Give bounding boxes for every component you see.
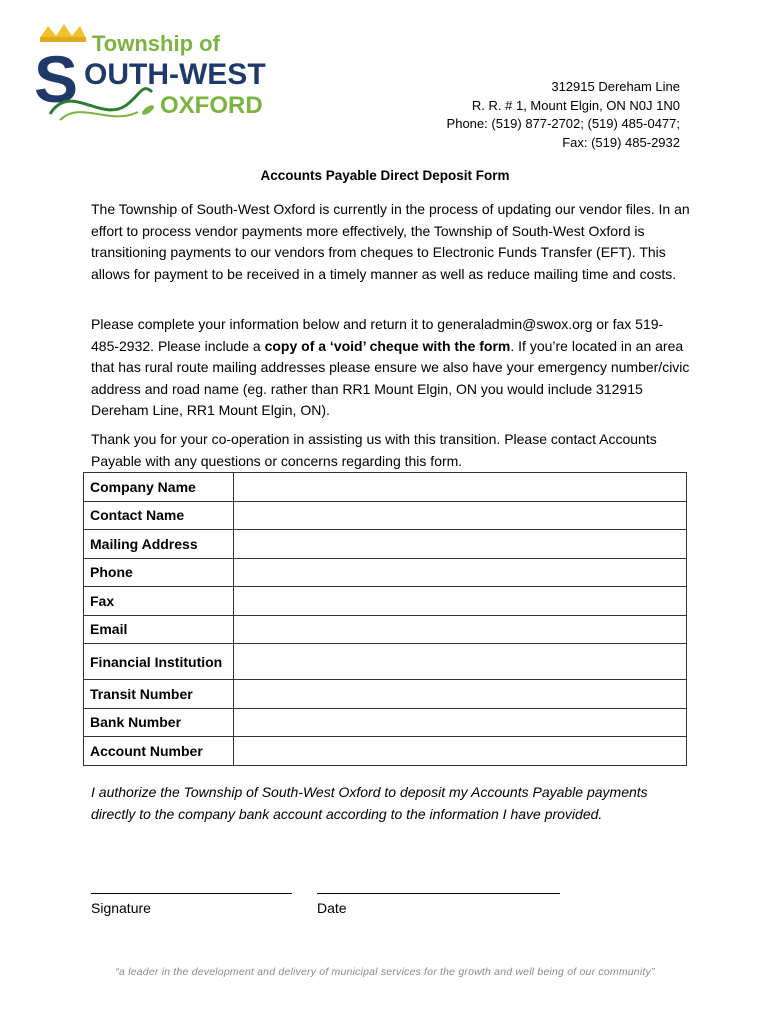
logo-initial: S [34, 42, 79, 116]
instructions-text: . If you’re located in an area that has rural route mailing addresses please ensure we also have your emergency number/civic address and road name (eg. rather than RR1 Mount Elgin, ON you would include 312915 Dereham Line, RR1 Mount Elgin, ON). [91, 337, 690, 418]
phone-line: Phone: (519) 877-2702; (519) 485-0477; [446, 116, 680, 131]
mailing-address-label: Mailing Address [84, 530, 234, 559]
table-row [84, 737, 687, 766]
bank-number-field[interactable] [234, 708, 687, 737]
bank-number-label: Bank Number [84, 708, 234, 737]
company-name-field[interactable] [234, 473, 687, 502]
financial-institution-field[interactable] [234, 644, 687, 680]
logo-township-of: Township of [92, 31, 220, 56]
company-name-label: Company Name [84, 473, 234, 502]
contact-name-label: Contact Name [84, 501, 234, 530]
logo-south-west: OUTH-WEST [84, 58, 266, 91]
address-block [447, 78, 680, 152]
intro-paragraph: The Township of South-West Oxford is currently in the process of updating our vendor files. In an effort to process vendor payments more effectively, the Township of South-West Oxford is transitioning payments to our vendors from cheques to Electronic Funds Transfer (EFT). This allows for payment to be received in a timely manner as well as reduce mailing time and costs. [91, 201, 690, 282]
authorization-statement: I authorize the Township of South-West Oxford to deposit my Accounts Payable payments directly to the company bank account according to the information I have provided. [91, 784, 648, 822]
table-row [84, 530, 687, 559]
logo-oxford: OXFORD [160, 92, 263, 119]
table-row [84, 644, 687, 680]
address-line: R. R. # 1, Mount Elgin, ON N0J 1N0 [471, 97, 680, 113]
account-number-label: Account Number [84, 737, 234, 766]
date-label: Date [317, 900, 347, 916]
mailing-address-field[interactable] [234, 530, 687, 559]
instructions-emphasis: copy of a ‘void’ cheque with the form [264, 337, 511, 354]
financial-institution-label: Financial Institution [84, 644, 234, 680]
email-field[interactable] [234, 615, 687, 644]
signature-line[interactable] [91, 893, 292, 894]
address-line: 312915 Dereham Line [551, 79, 680, 94]
footer-motto: “a leader in the development and delivery of municipal services for the growth and well being of our community” [115, 966, 655, 978]
email-label: Email [84, 615, 234, 644]
township-logo [30, 22, 270, 124]
table-row [84, 680, 687, 709]
phone-field[interactable] [234, 558, 687, 587]
vendor-info-table [83, 472, 687, 766]
table-row [84, 587, 687, 616]
instructions-text: Please complete your information below and return it to generaladmin@swox.org or fax 519-485-2932. Please include a [91, 316, 664, 354]
thanks-paragraph: Thank you for your co-operation in assisting us with this transition. Please contact Accounts Payable with any questions or concerns regarding this form. [91, 431, 657, 469]
table-row [84, 558, 687, 587]
fax-field[interactable] [234, 587, 687, 616]
table-row [84, 615, 687, 644]
transit-number-label: Transit Number [84, 680, 234, 709]
form-title: Accounts Payable Direct Deposit Form [260, 168, 510, 183]
fax-line: Fax: (519) 485-2932 [562, 134, 680, 150]
table-row [84, 708, 687, 737]
date-line[interactable] [317, 893, 560, 894]
instructions-paragraph [91, 314, 691, 422]
table-row [84, 473, 687, 502]
table-row [84, 501, 687, 530]
crown-icon [40, 24, 86, 42]
contact-name-field[interactable] [234, 501, 687, 530]
fax-label: Fax [84, 587, 234, 616]
signature-label: Signature [91, 900, 151, 916]
account-number-field[interactable] [234, 737, 687, 766]
phone-label: Phone [84, 558, 234, 587]
transit-number-field[interactable] [234, 680, 687, 709]
